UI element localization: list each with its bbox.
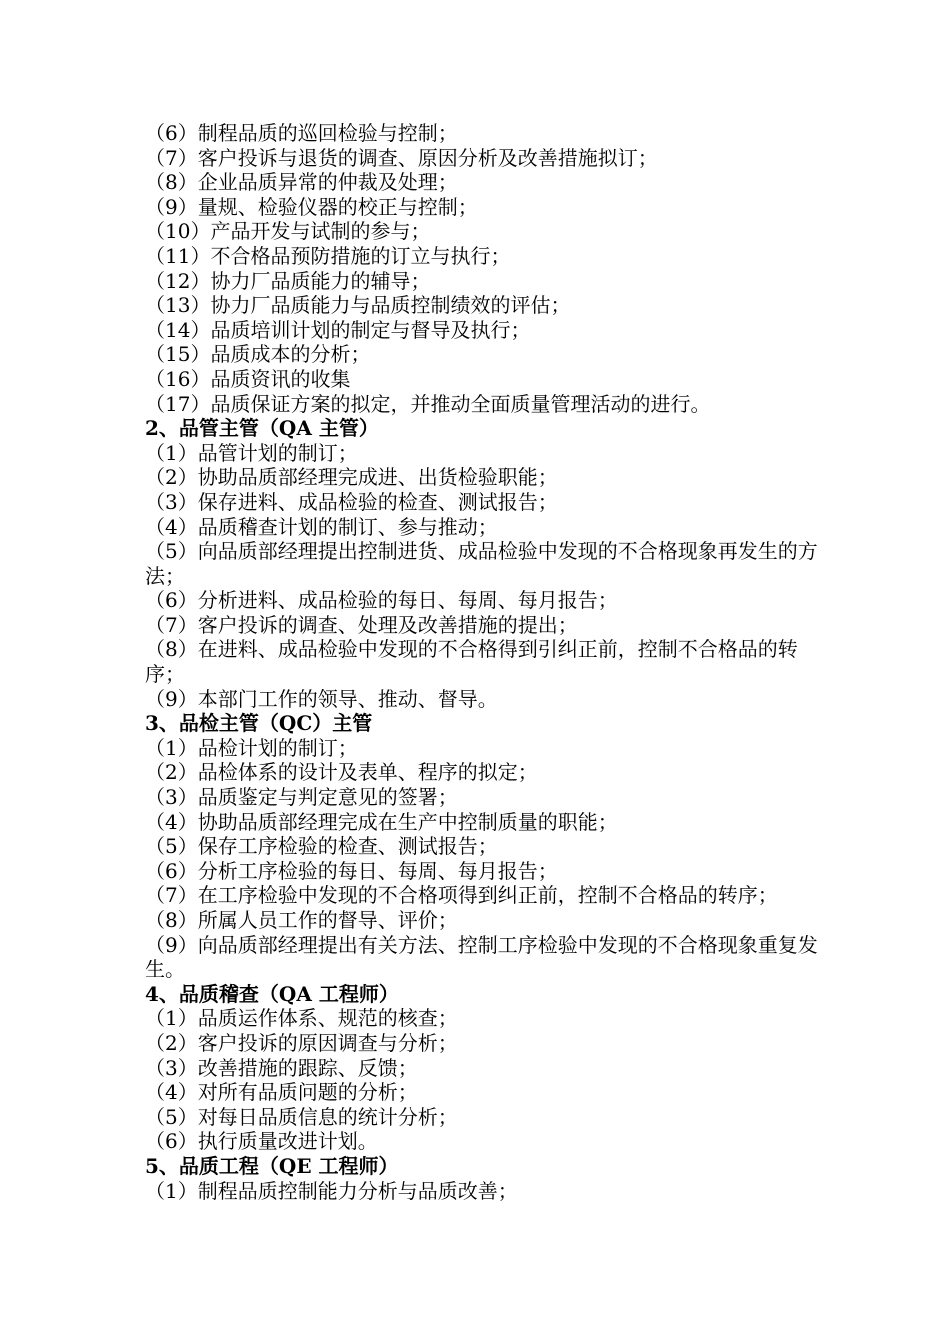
- list-item: （13）协力厂品质能力与品质控制绩效的评估；: [145, 293, 571, 318]
- list-item: （4）协助品质部经理完成在生产中控制质量的职能；: [145, 809, 618, 834]
- list-item: （17）品质保证方案的拟定，并推动全面质量管理活动的进行。: [145, 391, 711, 416]
- list-item: （1）品质运作体系、规范的核查；: [145, 1006, 458, 1031]
- list-item: （7）客户投诉的调查、处理及改善措施的提出；: [145, 612, 578, 637]
- list-item: （9）向品质部经理提出有关方法、控制工序检验中发现的不合格现象重复发生。: [145, 932, 818, 982]
- document-page: [145, 121, 825, 1203]
- list-item: （11）不合格品预防措施的订立与执行；: [145, 243, 511, 268]
- list-item: （6）制程品质的巡回检验与控制；: [145, 121, 458, 145]
- list-item: （1）制程品质控制能力分析与品质改善；: [145, 1178, 518, 1203]
- section-heading-qa-manager: 2、品管主管（QA 主管）: [145, 416, 379, 441]
- list-item: （6）分析工序检验的每日、每周、每月报告；: [145, 858, 558, 883]
- list-item: （5）向品质部经理提出控制进货、成品检验中发现的不合格现象再发生的方法；: [145, 539, 818, 588]
- section-heading-qe-engineer: 5、品质工程（QE 工程师）: [145, 1153, 399, 1178]
- list-item: （8）在进料、成品检验中发现的不合格得到引纠正前，控制不合格品的转序；: [145, 637, 798, 687]
- list-item: （9）量规、检验仪器的校正与控制；: [145, 194, 478, 219]
- list-item: （3）品质鉴定与判定意见的签署；: [145, 785, 458, 810]
- list-item: （12）协力厂品质能力的辅导；: [145, 268, 431, 293]
- list-item: （1）品管计划的制订；: [145, 440, 358, 465]
- list-item: （5）对每日品质信息的统计分析；: [145, 1104, 458, 1129]
- list-item: （9）本部门工作的领导、推动、督导。: [145, 686, 498, 711]
- list-item: （2）客户投诉的原因调查与分析；: [145, 1030, 458, 1055]
- list-item: （4）对所有品质问题的分析；: [145, 1080, 418, 1105]
- list-item: （2）协助品质部经理完成进、出货检验职能；: [145, 465, 558, 490]
- list-item: （7）在工序检验中发现的不合格项得到纠正前，控制不合格品的转序；: [145, 883, 778, 908]
- list-item: （1）品检计划的制订；: [145, 735, 358, 760]
- list-item: （6）分析进料、成品检验的每日、每周、每月报告；: [145, 588, 618, 613]
- list-item: （3）改善措施的跟踪、反馈；: [145, 1055, 418, 1080]
- list-item: （8）企业品质异常的仲裁及处理；: [145, 170, 458, 195]
- list-item: （16）品质资讯的收集: [145, 366, 351, 391]
- list-item: （2）品检体系的设计及表单、程序的拟定；: [145, 760, 538, 785]
- list-item: （6）执行质量改进计划。: [145, 1129, 378, 1154]
- list-item: （5）保存工序检验的检查、测试报告；: [145, 834, 498, 859]
- list-item: （15）品质成本的分析；: [145, 342, 371, 367]
- section-heading-qc-manager: 3、品检主管（QC）主管: [145, 711, 373, 736]
- list-item: （10）产品开发与试制的参与；: [145, 219, 431, 244]
- list-item: （4）品质稽查计划的制订、参与推动；: [145, 514, 498, 539]
- list-item: （3）保存进料、成品检验的检查、测试报告；: [145, 489, 558, 514]
- list-item: （7）客户投诉与退货的调查、原因分析及改善措施拟订；: [145, 145, 658, 170]
- list-item: （8）所属人员工作的督导、评价；: [145, 908, 458, 932]
- section-heading-qa-audit: 4、品质稽查（QA 工程师）: [145, 981, 399, 1006]
- list-item: （14）品质培训计划的制定与督导及执行；: [145, 317, 531, 342]
